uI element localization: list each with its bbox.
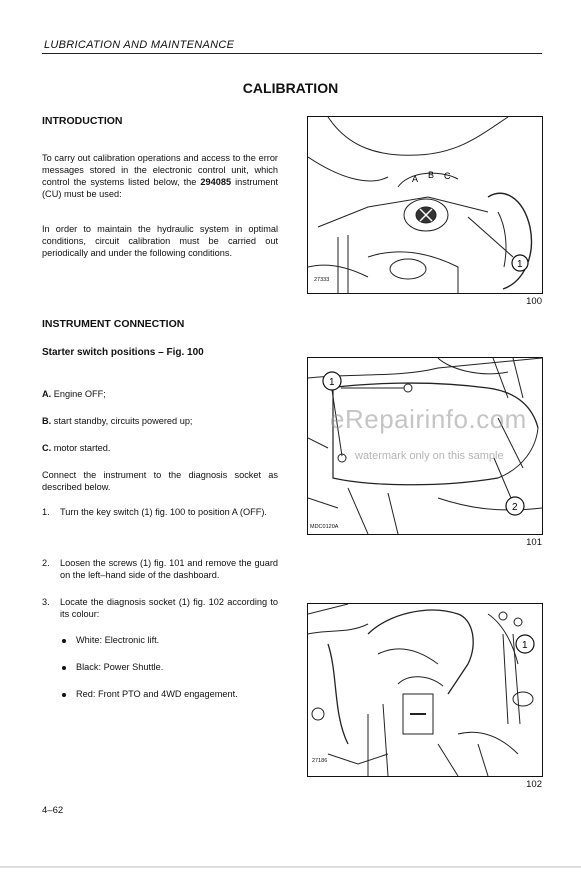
colour-red: Red: Front PTO and 4WD engagement. — [62, 688, 278, 700]
position-b: B. start standby, circuits powered up; — [42, 416, 193, 426]
figure-100-key-switch — [307, 116, 543, 294]
figure-101-dashboard-guard — [307, 357, 543, 535]
running-header: LUBRICATION AND MAINTENANCE — [44, 39, 235, 51]
colour-black: Black: Power Shuttle. — [62, 661, 278, 673]
callout-1-label: 1 — [522, 640, 528, 651]
diagnosis-socket-illustration — [308, 604, 542, 776]
step-1-text: Turn the key switch (1) fig. 100 to position A (OFF). — [60, 507, 267, 517]
figure-101-code: MDC0120A — [310, 524, 339, 530]
page-title: CALIBRATION — [242, 80, 339, 96]
figure-100-number: 100 — [526, 296, 542, 307]
switch-position-c: C — [444, 171, 451, 181]
position-c: C. motor started. — [42, 443, 111, 453]
dashboard-guard-illustration — [308, 358, 542, 534]
bullet-icon — [62, 639, 66, 643]
step-1-number: 1. — [42, 507, 50, 517]
intro-heading: INTRODUCTION — [42, 115, 123, 127]
step-2-number: 2. — [42, 558, 50, 568]
switch-position-a: A — [412, 174, 419, 184]
footer-rule — [0, 866, 581, 868]
colour-white: White: Electronic lift. — [62, 634, 278, 646]
connection-heading: INSTRUMENT CONNECTION — [42, 318, 185, 330]
step-3-text: Locate the diagnosis socket (1) fig. 102 according to its colour: — [60, 597, 278, 619]
watermark-text: eRepairinfo.com — [330, 404, 527, 434]
figure-101-number: 101 — [526, 537, 542, 548]
switch-position-b: B — [428, 170, 435, 180]
figure-100-code: 27333 — [314, 277, 330, 283]
figure-102-diagnosis-socket — [307, 603, 543, 777]
step-3-number: 3. — [42, 597, 50, 607]
step-2-text: Loosen the screws (1) fig. 101 and remove the guard on the left–hand side of the dashboard. — [60, 558, 278, 580]
intro-paragraph-2: In order to maintain the hydraulic system in optimal conditions, circuit calibration must be carried out periodically and under the following conditions. — [42, 224, 278, 258]
figure-102-code: 27186 — [312, 758, 328, 764]
position-a: A. Engine OFF; — [42, 389, 106, 399]
bullet-icon — [62, 666, 66, 670]
connect-instruction: Connect the instrument to the diagnosis socket as described below. — [42, 470, 278, 492]
starter-switch-subheading: Starter switch positions – Fig. 100 — [42, 347, 204, 358]
callout-1-label: 1 — [329, 377, 335, 388]
callout-2-label: 2 — [512, 502, 518, 513]
header-rule — [42, 53, 542, 54]
bullet-icon — [62, 693, 66, 697]
page-number: 4–62 — [42, 805, 64, 816]
callout-1-label: 1 — [517, 259, 523, 270]
key-switch-illustration — [308, 117, 542, 293]
intro-paragraph-1: To carry out calibration operations and access to the error messages stored in the electronic control unit, which control the systems listed below, the 294085 instrument (CU) must be used: — [42, 153, 279, 199]
watermark-subtext: watermark only on this sample — [355, 450, 504, 462]
figure-102-number: 102 — [526, 779, 542, 790]
